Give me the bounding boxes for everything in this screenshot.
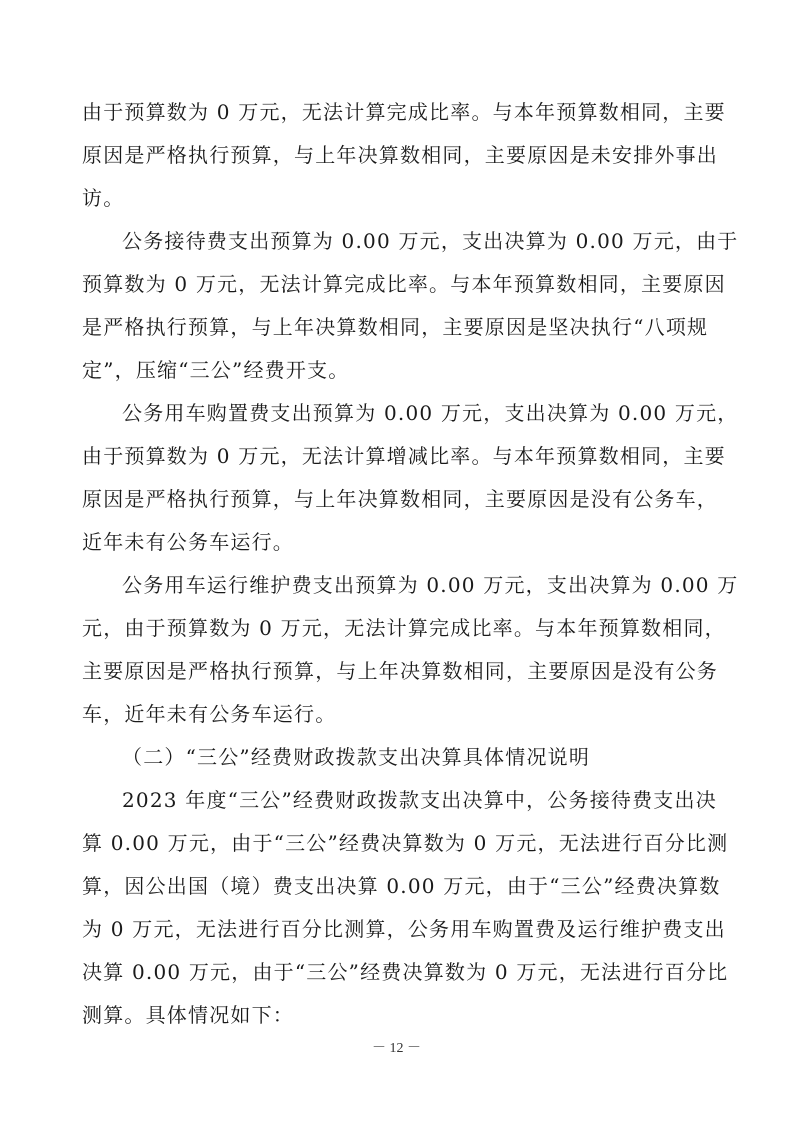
paragraph-first-line: 公务用车购置费支出预算为 0.00 万元，支出决算为 0.00 万元， bbox=[122, 401, 739, 425]
paragraph-line: 主要原因是严格执行预算，与上年决算数相同，主要原因是没有公务 bbox=[82, 659, 718, 683]
paragraph-line: 决算 0.00 万元，由于“三公”经费决算数为 0 万元，无法进行百分比 bbox=[82, 960, 729, 984]
paragraph-line: 车，近年未有公务车运行。 bbox=[82, 702, 337, 726]
paragraph-first-line: 2023 年度“三公”经费财政拨款支出决算中，公务接待费支出决 bbox=[122, 788, 717, 812]
paragraph-line: 测算。具体情况如下： bbox=[82, 1003, 294, 1027]
paragraph-line: 算，因公出国（境）费支出决算 0.00 万元，由于“三公”经费决算数 bbox=[82, 874, 721, 898]
paragraph-first-line: 公务接待费支出预算为 0.00 万元，支出决算为 0.00 万元，由于 bbox=[122, 229, 739, 253]
paragraph-line: 由于预算数为 0 万元，无法计算完成比率。与本年预算数相同，主要 bbox=[82, 100, 726, 124]
paragraph-line: 访。 bbox=[82, 186, 125, 210]
paragraph-line: 定”，压缩“三公”经费开支。 bbox=[82, 358, 350, 382]
paragraph-line: 为 0 万元，无法进行百分比测算，公务用车购置费及运行维护费支出 bbox=[82, 917, 726, 941]
paragraph-line: 预算数为 0 万元，无法计算完成比率。与本年预算数相同，主要原因 bbox=[82, 272, 726, 296]
paragraph-line: 原因是严格执行预算，与上年决算数相同，主要原因是未安排外事出 bbox=[82, 143, 718, 167]
paragraph-line: 是严格执行预算，与上年决算数相同，主要原因是坚决执行“八项规 bbox=[82, 315, 709, 339]
paragraph-line: 原因是严格执行预算，与上年决算数相同，主要原因是没有公务车， bbox=[82, 487, 718, 511]
paragraph-first-line: 公务用车运行维护费支出预算为 0.00 万元，支出决算为 0.00 万 bbox=[122, 573, 739, 597]
paragraph-line: 近年未有公务车运行。 bbox=[82, 530, 294, 554]
paragraph-line: 算 0.00 万元，由于“三公”经费决算数为 0 万元，无法进行百分比测 bbox=[82, 831, 729, 855]
paragraph-line: 由于预算数为 0 万元，无法计算增减比率。与本年预算数相同，主要 bbox=[82, 444, 726, 468]
section-heading: （二）“三公”经费财政拨款支出决算具体情况说明 bbox=[122, 745, 591, 769]
paragraph-line: 元，由于预算数为 0 万元，无法计算完成比率。与本年预算数相同， bbox=[82, 616, 726, 640]
page-number: － 12 － bbox=[372, 1041, 421, 1056]
